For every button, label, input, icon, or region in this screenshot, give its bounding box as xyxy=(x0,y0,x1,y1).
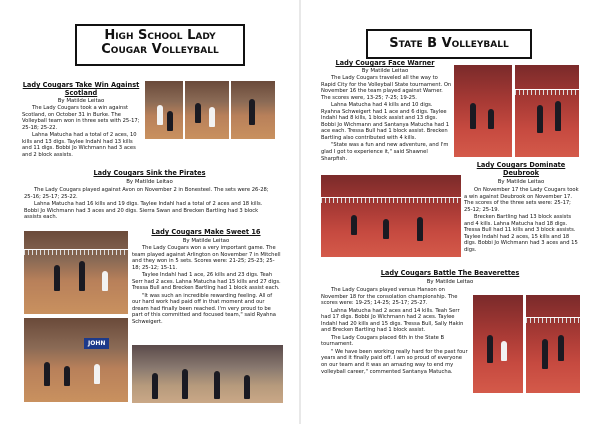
article-deubrook-body xyxy=(464,187,580,254)
byline-pirates: By Matilde Leitao xyxy=(126,179,173,185)
photo-hanson-2 xyxy=(526,295,580,393)
paragraph: The Lady Cougars traveled all the way to Rapid City for the Volleyball State tournament. On November 16 the team played against Warner. The scores were, 13-25; 7-25; 19-25. xyxy=(321,75,452,101)
headline-sweet-16: Lady Cougars Make Sweet 16 xyxy=(151,228,261,236)
paragraph: "It was such an incredible rewarding feeling. All of our hard work had paid off in that moment and our dream had finally been reached. I'm very proud to be part of this committed and focused team," said Ryahna Schweigert. xyxy=(132,292,276,326)
paragraph: Lahna Matucha had 4 kills and 10 digs. Ryahna Schweigert had 1 ace and 6 digs. Taylee Indahl had 8 kills, 1 block assist and 13 digs. Bobbi Jo Wichmann and Santanya Matucha had 1 ace each. Tressa Bull had 1 block assist. Brecken Bartling also contributed with 4 kills. xyxy=(321,102,450,141)
paragraph: Lahna Matucha had a total of 2 aces, 10 kills and 13 digs. Taylee Indahl had 13 kills and 11 digs. Bobbi Jo Wichmann had 3 aces and 2 block assists. xyxy=(22,132,137,158)
paragraph: Lahna Matucha had 16 kills and 19 digs. Taylee Indahl had a total of 2 aces and 18 kills. Bobbi Jo Wichmann had 3 aces and 20 digs. Sierra Swan and Brecken Bartling had 3 block assists each. xyxy=(24,201,263,221)
title-line-2: Cougar Volleyball xyxy=(101,41,219,57)
photo-volleyball-1 xyxy=(145,81,183,139)
article-pirates-body xyxy=(24,187,276,222)
byline-sweet-16: By Matilde Leitao xyxy=(182,238,230,244)
headline-deubrook: Lady Cougars Dominate Deubrook xyxy=(476,161,566,177)
photo-team-court xyxy=(24,318,128,402)
article-scotland-body xyxy=(22,105,142,159)
byline-scotland: By Matilde Leitao xyxy=(57,98,105,104)
paragraph: " We have been working really hard for the past four years and it finally paid off. I am so proud of everyone on our team and it was an amazing way to end my volleyball career," commented Santanya Matucha. xyxy=(321,348,468,375)
left-page xyxy=(0,0,299,424)
paragraph: Lahna Matucha had 2 aces and 14 kills. Teah Serr had 17 digs. Bobbi Jo Wichmann had 2 aces. Taylee Indahl had 20 kills and 15 digs. Tressa Bull, Sally Hakin and Brecken Bartling had 1 block assist. xyxy=(321,307,464,334)
title-line-1: High School Lady xyxy=(104,28,216,43)
photo-net-play xyxy=(24,231,128,314)
byline-deubrook: By Matilde Leitao xyxy=(497,179,545,185)
headline-beaverettes: Lady Cougars Battle The Beaverettes xyxy=(380,269,520,277)
photo-state-1 xyxy=(454,65,512,157)
photo-celebration xyxy=(132,345,283,403)
right-page xyxy=(301,0,600,424)
photo-deubrook-match xyxy=(321,175,461,257)
paragraph: Taylee Indahl had 1 ace, 26 kills and 23 digs. Teah Serr had 2 aces. Lahna Matucha had 15 kills and 27 digs. Tressa Bull and Brecken Bartling had 1 block assist each. xyxy=(132,272,281,292)
paragraph: The Lady Cougars placed 6th in the State B tournament. xyxy=(321,334,445,348)
paragraph: The Lady Cougars played versus Hanson on November 18 for the consolation championship. The scores were: 19-25; 14-25; 25-17; 25-27. xyxy=(321,287,458,307)
paragraph: "State was a fun and new adventure, and I'm glad I got to experience it," said Shawnel Sharpfish. xyxy=(321,142,449,162)
article-beaverettes-body xyxy=(321,287,469,376)
byline-beaverettes: By Matilde Leitao xyxy=(426,279,474,285)
article-warner-body xyxy=(321,75,453,163)
photo-state-2 xyxy=(515,65,579,157)
headline-scotland: Lady Cougars Take Win Against Scotland xyxy=(22,81,140,97)
left-page-title xyxy=(75,24,245,66)
headline-pirates: Lady Cougars Sink the Pirates xyxy=(93,169,206,177)
banner-sign: JOHN xyxy=(84,338,109,349)
byline-warner: By Matilde Leitao xyxy=(361,68,409,74)
photo-volleyball-2 xyxy=(185,81,229,139)
right-page-title: State B Volleyball xyxy=(366,29,532,59)
paragraph: The Lady Cougars won a very important game. The team played against Arlington on November 7 in Mitchell and they won in 5 sets. Scores were: 21-25; 25-23; 25-18; 25-12; 15-11. xyxy=(132,245,281,271)
photo-hanson-1 xyxy=(473,295,523,393)
photo-volleyball-3 xyxy=(231,81,275,139)
paragraph: The Lady Cougars played against Avon on November 2 in Bonesteel. The sets were 26-28; 25-16; 25-17; 25-22. xyxy=(24,187,269,200)
paragraph: On November 17 the Lady Cougars took a win against Deubrook on November 17. The scores of the three sets were: 25-17; 25-12; 25-19. xyxy=(464,187,579,213)
article-sweet-16-body xyxy=(132,245,282,327)
paragraph: The Lady Cougars took a win against Scotland, on October 31 in Burke. The Volleyball team won in three sets with 25-17; 25-18; 25-22. xyxy=(22,105,140,131)
headline-warner: Lady Cougars Face Warner xyxy=(335,59,435,67)
paragraph: Brecken Bartling had 13 block assists and 4 kills. Lahna Matucha had 18 digs. Tressa Bull had 11 kills and 3 block assists. Taylee Indahl had 2 aces, 15 kills and 18 digs. Bobbi Jo Wichmann had 3 aces and 15 digs. xyxy=(464,214,578,253)
